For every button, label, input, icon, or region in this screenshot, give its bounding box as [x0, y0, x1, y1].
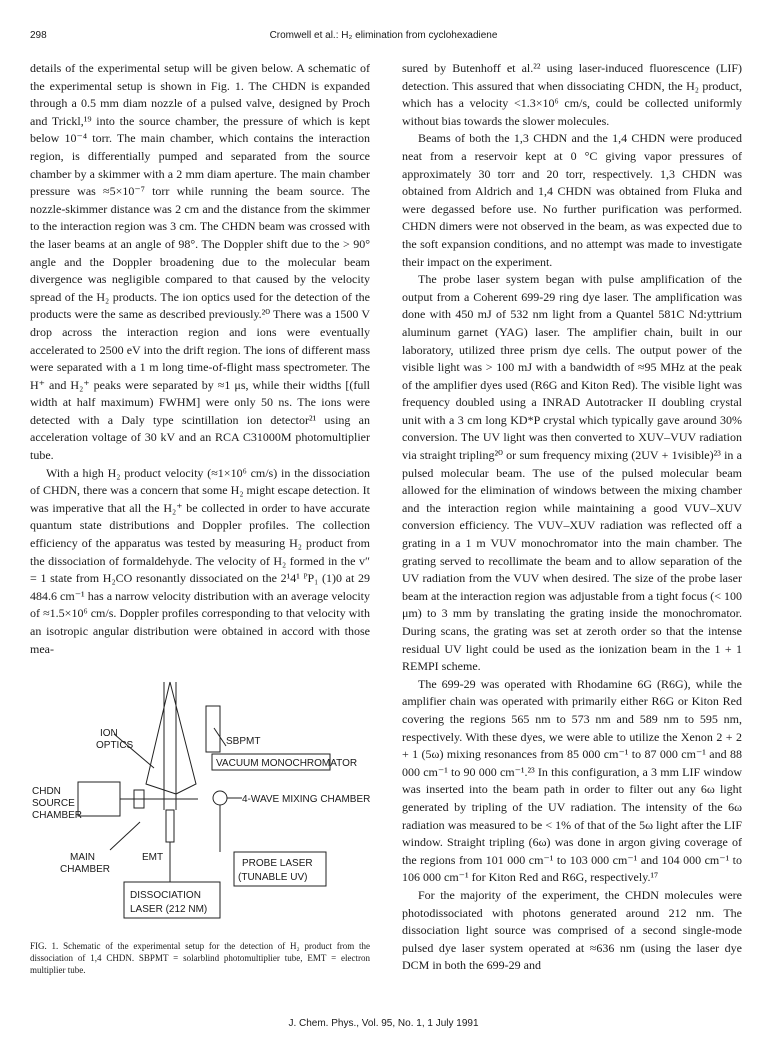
- emt-box: [166, 810, 174, 842]
- figure-1-schematic: [30, 672, 370, 930]
- label-4-wave-mixing: 4-WAVE MIXING CHAMBER: [242, 794, 370, 805]
- figure-caption: FIG. 1. Schematic of the experimental setup for the detection of H₂ product from the dissociation of 1,4 CHDN. SBPMT = solarblind photomultiplier tube, EMT = electron multiplier tube.: [30, 941, 370, 975]
- label-dissociation-laser: LASER (212 NM): [130, 904, 208, 915]
- mono-beam-line: [170, 682, 196, 794]
- label-emt: EMT: [142, 852, 164, 863]
- label-chdn-source: SOURCE: [32, 798, 75, 809]
- label-chdn-source: CHAMBER: [32, 810, 83, 821]
- label-dissociation-laser: DISSOCIATION: [130, 890, 201, 901]
- body-paragraph: With a high H₂ product velocity (≈1×10⁶ cm/s) in the dissociation of CHDN, there was a concern that some H₂ might escape detection. It was imperative that all the H₂⁺ be collected in order to have accurate quantum state distributions and Doppler profiles. The collection efficiency of the apparatus was tested by measuring H₂ product from the dissociation of formaldehyde. The velocity of H₂ formed in the v″ = 1 state from H₂CO resonantly dissociated on the 2¹4¹ ᴾP₁ (1)0 at 29 484.6 cm⁻¹ has a narrow velocity distribution with an average velocity of ≈1.5×10⁶ cm/s. Doppler profiles corresponding to that velocity with an isotropic angular distribution were obtained in accord with those mea-: [30, 465, 370, 656]
- label-vacuum-monochromator: VACUUM MONOCHROMATOR: [216, 758, 358, 769]
- body-paragraph: Beams of both the 1,3 CHDN and the 1,4 CHDN were produced neat from a reservoir kept at 0 °C giving vapor pressures of approximately 30 torr and 20 torr, respectively. 1,3 CHDN was obtained from Aldrich and 1,4 CHDN was obtained from Fluka and were degassed before use. No further purification was performed. CHDN dimers were not observed in the beam, as was expected due to the soft expansion conditions, and no attempt was made to investigate their impact on the experiment.: [402, 131, 742, 269]
- label-main-chamber: CHAMBER: [60, 864, 111, 875]
- setup-schematic: [30, 672, 370, 930]
- label-probe-laser: PROBE LASER: [242, 858, 313, 869]
- body-paragraph: The 699-29 was operated with Rhodamine 6G (R6G), while the amplifier chain was operated with primarily either R6G or Kiton Red covering the regions 565 nm to 573 nm and 589 nm to 595 nm, respectively. With these dyes, we were able to utilize the Xenon 2 + 2 + 1 (5ω) mixing resonances from 85 000 cm⁻¹ to 87 000 cm⁻¹ and 88 000 cm⁻¹ to 90 000 cm⁻¹.²³ In this configuration, a 3 mm LIF window was inserted into the beam path in order to filter out any 6ω light generated by tripling of the UV radiation. The intensity of the 6ω radiation was measured to be < 1% of that of the 5ω light after the LIF window. Straight tripling (6ω) was done in argon giving coverage of the regions from 101 000 cm⁻¹ to 103 000 cm⁻¹ and 104 000 cm⁻¹ to 106 000 cm⁻¹ for Kiton Red and R6G, respectively.¹⁷: [402, 676, 742, 885]
- body-paragraph: For the majority of the experiment, the CHDN molecules were photodissociated with photons generated around 212 nm. The dissociation light source was comprised of a second single-mode pulsed dye laser system operated at ≈636 nm (using the laser dye DCM in both the 699-29 and: [402, 887, 742, 973]
- left-column: [30, 60, 370, 658]
- body-paragraph: The probe laser system began with pulse amplification of the output from a Coherent 699-29 ring dye laser. The amplification was done with 450 mJ of 532 nm light from a Quantel 581C Nd:yttrium aluminum garnet (YAG) laser. The amplifier chain, built in our laboratory, utilized three prism dye cells. The output power of the visible light was > 100 mJ with a bandwidth of ≈95 MHz at the peak of the amplifier dyes used (R6G and Kiton Red). The visible light was frequency doubled using a INRAD Autotracker II doubling crystal unit with a 3 cm long KD*P crystal which typically gave around 30% conversion. The UV light was then converted to XUV–VUV radiation via straight tripling²⁰ or sum frequency mixing (2UV + 1visible)²³ in a pulsed molecular beam. The use of the pulsed molecular beam allowed for the elimination of windows between the mixing chamber and the interaction region while maintaining a good VUV–XUV conversion efficiency. The VUV–XUV radiation was reflected off a grating in a 1 m VUV monochromator into the main chamber. The grating served to recollimate the beam and to allow separation of the UV radiation from the VUV when desired. The size of the probe laser beam at the interaction region was adjustable from a tight focus (< 100 μm) to 3 mm by translating the grating inside the monochromator. During scans, the grating was set at zeroth order so that the intense residual UV light could be used as the ionization beam in the 1 + 1 REMPI scheme.: [402, 272, 742, 674]
- body-paragraph: sured by Butenhoff et al.²² using laser-induced fluorescence (LIF) detection. This assured that when dissociating CHDN, the H₂ product, which has a velocity <1.3×10⁶ cm/s, could be collected uniformly without bias towards the slower molecules.: [402, 61, 742, 128]
- page-number: 298: [30, 30, 47, 41]
- mono-beam-line: [146, 682, 176, 794]
- running-head: Cromwell et al.: H₂ elimination from cyclohexadiene: [269, 30, 498, 41]
- body-paragraph: details of the experimental setup will be given below. A schematic of the experimental setup is shown in Fig. 1. The CHDN is expanded through a 0.5 mm diam nozzle of a pulsed valve, designed by Proch and Trickl,¹⁹ into the source chamber, the pressure of which is kept below 10⁻⁴ torr. The main chamber, which contains the interaction region, is differentially pumped and separated from the source chamber by a skimmer with a 2 mm diam aperture. The main chamber pressure was ≈5×10⁻⁷ torr while running the beam source. The nozzle-skimmer distance was 2 cm and the distance from the skimmer to the interaction region was 3 cm. The CHDN beam was crossed with the laser beams at an angle of 98°. The Doppler shift due to the > 90° angle and the Doppler broadening due to the molecular beam divergence was negligible compared to that caused by the velocity spread of the H₂ products. The ion optics used for the detection of the products were the same as described previously.²⁰ There was a 1500 V drop across the interaction region and ions were eventually accelerated to 2500 eV into the drift region. The ions of different mass were separated with a 1 m long time-of-flight mass spectrometer. The H⁺ and H₂⁺ peaks were separated by ≈1 μs, while their widths [(full width at half maximum) FWHM] were only 50 ns. The ions were detected with a Daly type scintillation ion detector²¹ using an acceleration voltage of 30 kV and an RCA C31000M photomultiplier tube.: [30, 61, 370, 463]
- right-column: [402, 60, 742, 975]
- label-main-chamber: MAIN: [70, 852, 95, 863]
- label-sbpmt: SBPMT: [226, 736, 261, 747]
- main-chamber-leader: [110, 822, 140, 850]
- label-chdn-source: CHDN: [32, 786, 61, 797]
- label-ion-optics: ION: [100, 728, 118, 739]
- journal-footer: J. Chem. Phys., Vol. 95, No. 1, 1 July 1991: [288, 1018, 479, 1029]
- mixing-chamber-circle: [213, 791, 227, 805]
- label-probe-laser: (TUNABLE UV): [238, 872, 308, 883]
- label-ion-optics: OPTICS: [96, 740, 134, 751]
- sbpmt-box: [206, 706, 220, 752]
- chdn-source-box: [78, 782, 120, 816]
